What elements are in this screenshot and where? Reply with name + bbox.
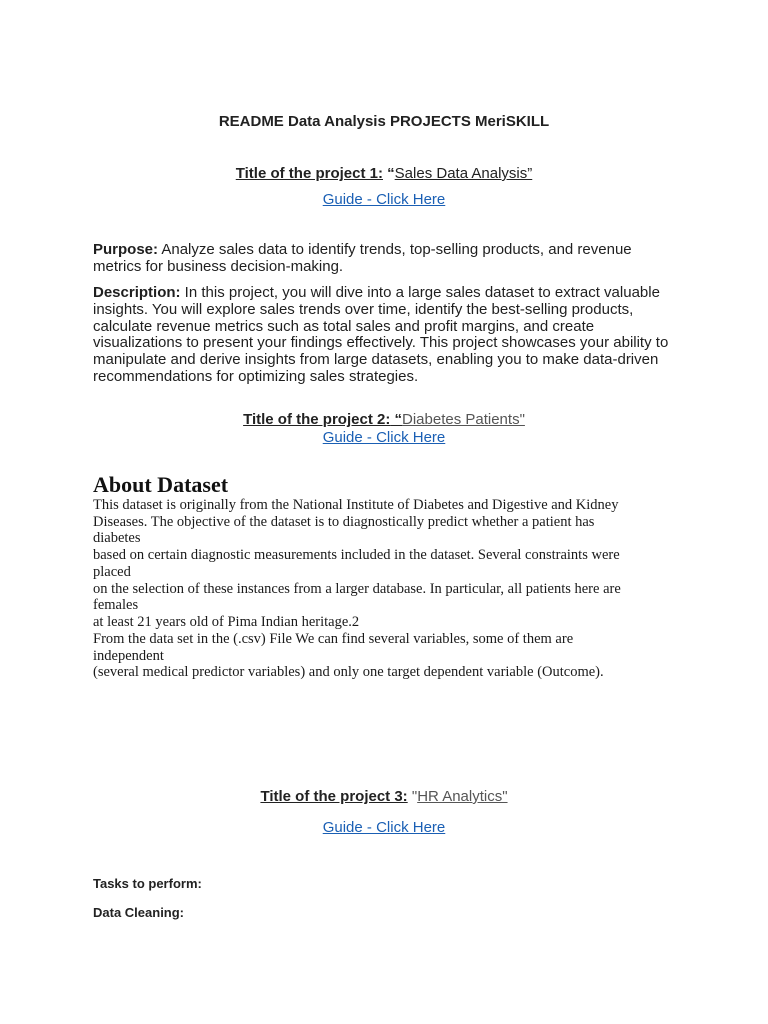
about-line: on the selection of these instances from a larger database. In particular, all patients here are	[93, 581, 621, 597]
about-line: (several medical predictor variables) and only one target dependent variable (Outcome).	[93, 664, 604, 680]
project-1-description	[93, 285, 683, 386]
project-2-guide-row	[0, 429, 768, 447]
tasks-heading: Tasks to perform:	[93, 876, 202, 891]
about-line: at least 21 years old of Pima Indian heritage.2	[93, 614, 360, 630]
about-dataset-heading: About Dataset	[93, 472, 229, 497]
about-line: females	[93, 597, 139, 613]
about-line: From the data set in the (.csv) File We can find several variables, some of them are	[93, 631, 574, 647]
project-3-guide-link[interactable]: Guide - Click Here	[322, 819, 446, 836]
project-2-guide-link[interactable]: Guide - Click Here	[322, 429, 446, 446]
project-3-guide-row	[0, 819, 768, 837]
about-line: based on certain diagnostic measurements included in the dataset. Several constraints were	[93, 547, 620, 563]
about-line: This dataset is originally from the National Institute of Diabetes and Digestive and Kidney	[93, 497, 619, 513]
about-line: placed	[93, 564, 131, 580]
project-1-purpose	[93, 242, 683, 276]
project-1-open-quote: “	[383, 165, 395, 182]
project-3-title	[0, 788, 768, 805]
about-line: independent	[93, 648, 164, 664]
project-3-name: HR Analytics"	[417, 788, 508, 805]
project-2-open-quote: “	[390, 411, 402, 428]
description-text: In this project, you will dive into a large sales dataset to extract valuable insights. You will explore sales trends over time, identify the best-selling products, calculate revenue metrics such as total sales and profit margins, and create visualizations to present your findings effectively. This project showcases your ability to manipulate and derive insights from large datasets, enabling you to make data-driven recommendations for optimizing sales strategies.	[93, 284, 669, 385]
project-1-guide-row	[0, 191, 768, 209]
project-1-title	[0, 165, 768, 182]
project-3-label: Title of the project 3:	[260, 788, 408, 805]
project-2-title	[0, 411, 768, 428]
project-1-guide-link[interactable]: Guide - Click Here	[322, 191, 446, 208]
purpose-text: Analyze sales data to identify trends, top-selling products, and revenue metrics for business decision-making.	[93, 241, 632, 275]
project-3-open-quote: "	[407, 788, 418, 805]
project-1-name: Sales Data Analysis”	[394, 165, 533, 182]
about-line: Diseases. The objective of the dataset is to diagnostically predict whether a patient has	[93, 514, 595, 530]
document-title: README Data Analysis PROJECTS MeriSKILL	[218, 113, 550, 130]
project-1-label: Title of the project 1:	[235, 165, 383, 182]
project-2-name: Diabetes Patients"	[402, 411, 525, 428]
purpose-label: Purpose:	[93, 241, 159, 258]
about-line: diabetes	[93, 530, 141, 546]
description-label: Description:	[93, 284, 181, 301]
data-cleaning-heading: Data Cleaning:	[93, 905, 185, 920]
project-2-label: Title of the project 2:	[243, 411, 391, 428]
